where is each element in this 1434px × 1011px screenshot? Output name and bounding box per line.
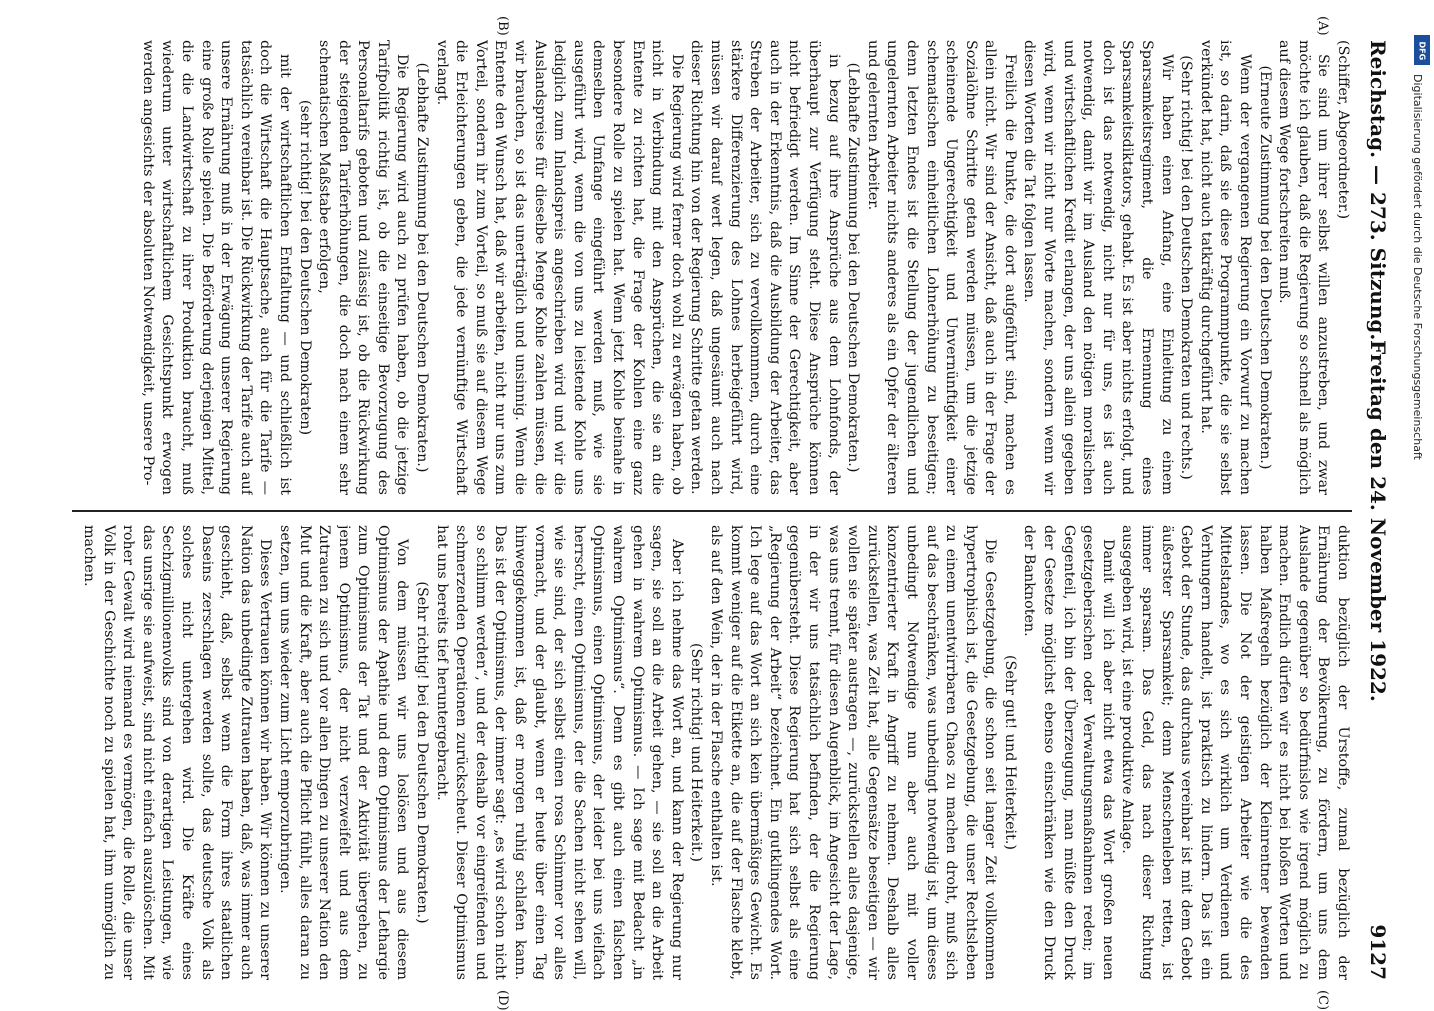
reaction-note: (Sehr richtig! bei den Deutschen Demokraten und rechts.): [1178, 55, 1195, 480]
paragraph: Wir haben einen Anfang, eine Einleitung zu einem Sparsamkeitsregiment, die Ernennung eines Sparsamkeitsdiktators, gehabt. Es ist aber nichts erfolgt, und doch ist das notwendig, nicht nur für uns, es ist auch notwendig, damit wir im Ausland den nötigen moralischen und wirtschaftlichen Kredit erlangen, der uns allein gegeben wird, wenn wir nicht nur Worte machen, sondern wenn wir diesen Worten die Tat folgen lassen.: [1021, 40, 1175, 495]
dfg-logo: DFG: [1414, 35, 1430, 65]
margin-letter-b: (B): [495, 16, 510, 36]
column-divider: [72, 510, 1352, 512]
page-header: [1360, 40, 1390, 980]
page-number: 9127: [1366, 924, 1390, 980]
paragraph: (Schiffer, Abgeordneter.): [1335, 40, 1351, 220]
paragraph: Aber ich nehme das Wort an, und kann der Regierung nur sagen, sie soll an die Arbeit gehen, — sie soll an die Arbeit gehen in wahrem Optimismus. — Ich sage mit Bedacht „in wahrem Optimismus“. Denn es gibt auch einen falschen Optimismus, einen Optimismus, der leider bei uns vielfach herrscht, einen Optimismus, der die Sachen nicht sehen will, wie sie sind, der sich selbst einen rosa Schimmer vor alles vormacht, und der glaubt, wenn er heute über einen Tag hinweggekommen ist, daß er morgen ruhig schlafen kann. Das ist der Optimismus, der immer sagt: „es wird schon nicht so schlimm werden“, und der deshalb vor eingreifenden und schmerzenden Operationen zurückscheut. Dieser Optimismus hat uns bereits tief heruntergebracht.: [433, 525, 685, 980]
margin-letter-a: (A): [1315, 16, 1330, 36]
reaction-note: (sehr richtig! bei den Deutschen Demokraten): [296, 99, 313, 436]
reaction-note: (Lebhafte Zustimmung bei den Deutschen Demokraten.): [845, 62, 862, 473]
reaction-note: (Sehr gut! und Heiterkeit.): [1001, 654, 1018, 851]
paragraph: Wenn der vergangenen Regierung ein Vorwurf zu machen ist, so darin, daß sie diese Programmpunkte, die sie selbst verkündet hat, nicht auch tatkräftig durchgeführt hat.: [1197, 40, 1254, 495]
header-left: Reichstag. — 273. Sitzung.: [1366, 40, 1390, 341]
header-date: Freitag den 24. November 1922.: [1366, 340, 1390, 702]
paragraph: Damit will ich aber nicht etwa das Wort großen neuen gesetzgeberischen oder Verwaltungsmaßnahmen reden; im Gegenteil, ich bin der Überzeugung, man müßte den Druck der Gesetze möglichst ebenso einschränken wie den Druck der Banknoten.: [1021, 525, 1116, 980]
left-column: [62, 40, 1352, 495]
paragraph: Die Gesetzgebung, die schon seit langer Zeit vollkommen hypertrophisch ist, die Gesetzgebung, die unser Rechtsleben zu einem unentwirrbaren Chaos zu machen droht, muß sich auf das beschränken, was unbedingt notwendig ist, um dieses unbedingt Notwendige nun aber auch mit voller konzentrierter Kraft in Angriff zu nehmen. Deshalb alles zurückstellen, was Zeit hat, alle Gegensätze beseitigen — wir wollen sie später austragen —, zurückstellen alles dasjenige, was uns trennt, für diesen Augenblick, im Angesicht der Lage, in der wir uns tatsächlich befinden, der die Regierung gegenübersteht. Diese Regierung hat sich selbst als eine „Regierung der Arbeit“ bezeichnet. Ein gutklingendes Wort. Ich lege auf das Wort an sich kein übermäßiges Gewicht. Es kommt weniger auf die Etikette an, die auf der Flasche klebt, als auf den Wein, der in der Flasche enthalten ist.: [708, 525, 999, 980]
reaction-note: (Sehr richtig! und Heiterkeit.): [688, 642, 705, 863]
paragraph: in bezug auf ihre Ansprüche aus dem Lohnfonds, der überhaupt zur Verfügung steht. Diese Ansprüche können nicht befriedigt werden. Im Sinne der Gerechtigkeit, aber auch in der Erkenntnis, daß die Ausbildung der Arbeiter, das Streben der Arbeiter, sich zu vervollkommnen, durch eine stärkere Differenzierung des Lohnes herbeigeführt wird, müssen wir darauf wert legen, daß ungesäumt auch nach dieser Richtung hin von der Regierung Schritte getan werden.: [688, 40, 842, 495]
reaction-note: (Sehr richtig! bei den Deutschen Demokraten.): [414, 581, 431, 924]
paragraph: duktion bezüglich der Urstoffe, zumal bezüglich der Ernährung der Bevölkerung, zu fördern, um uns dem Auslande gegenüber so bedürfnislos wie irgend möglich zu machen. Endlich dürfen wir es nicht bei bloßen Worten und halben Maßregeln bezüglich der Kleinrentner bewenden lassen. Die Not der geistigen Arbeiter wie die des Mittelstandes, wo es sich wirklich um Verdienen und Verhungern handelt, ist praktisch zu lindern. Das ist ein Gebot der Stunde, das durchaus vereinbar ist mit dem Gebot äußerster Sparsamkeit; denn Menschenleben retten, ist immer sparsam. Das Geld, das nach dieser Richtung ausgegeben wird, ist eine produktive Anlage.: [1119, 525, 1351, 980]
paragraph: Von dem müssen wir uns loslösen und aus diesem Optimismus der Apathie und dem Optimismus der Lethargie zum Optimismus der Tat und der Aktivität übergehen, zu jenem Optimismus, der nicht verzweifelt und aus dem Zutrauen zu sich und vor allen Dingen zu unserer Nation den Mut und die Kraft, aber auch die Pflicht fühlt, alles daran zu setzen, um uns wieder zum Licht emporzubringen.: [276, 525, 411, 980]
digitization-credit: [1410, 30, 1434, 990]
reaction-note: (Erneute Zustimmung bei den Deutschen Demokraten.): [1256, 65, 1273, 470]
rotated-page: [50, 16, 1390, 1011]
margin-letter-d: (D): [495, 990, 510, 1011]
paragraph: mit der wirtschaftlichen Entfaltung — und schließlich ist doch die Wirtschaft die Hauptsache, auch für die Tarife — tatsächlich vereinbar ist. Die Rückwirkung der Tarife auch auf unsere Ernährung muß in der Erwägung unserer Regierung eine große Rolle spielen. Die Beförderung derjenigen Mittel, die die Landwirtschaft zu ihrer Produktion braucht, muß wiederum unter wirtschaftlichem Gesichtspunkt erwogen werden angesichts der absoluten Notwendigkeit, unsere Pro-: [139, 40, 293, 495]
right-column: [62, 525, 1352, 980]
reaction-note: (Lebhafte Zustimmung bei den Deutschen Demokraten.): [414, 62, 431, 473]
margin-letter-c: (C): [1315, 990, 1330, 1011]
paragraph: Sie sind um ihrer selbst willen anzustreben, und zwar möchte ich glauben, daß die Regierung so schnell als möglich auf diesem Wege fortschreiten muß.: [1276, 40, 1332, 495]
paragraph: Dieses Vertrauen können wir haben. Wir können zu unserer Nation das unbedingte Zutrauen haben, daß, was immer auch geschieht, daß, selbst wenn die Form ihres staatlichen Daseins zerschlagen werden sollte, das deutsche Volk als solches nicht untergehen wird. Die Kräfte eines Sechzigmillionenvolks sind von derartigen Leistungen, wie das unsrige sie aufweist, sind nicht einfach auszulöschen. Mit roher Gewalt wird niemand es vermögen, die Rolle, die unser Volk in der Geschichte noch zu spielen hat, ihm unmöglich zu machen.: [81, 525, 274, 980]
paragraph: Die Regierung wird ferner doch wohl zu erwägen haben, ob nicht in Verbindung mit den Ansprüchen, die sie an die Entente zu richten hat, die Frage der Kohlen eine ganz besondere Rolle zu spielen hat. Wenn jetzt Kohle beinahe in demselben Umfange eingeführt werden muß, wie sie ausgeführt wird, wenn die von uns zu leistende Kohle uns lediglich zum Inlandspreis angeschrieben wird und wir die Auslandspreise für dieselbe Menge Kohle zahlen müssen, die wir brauchen, so ist das unerträglich und unsinnig. Wenn die Entente den Wunsch hat, daß wir arbeiten, nicht nur uns zum Vorteil, sondern ihr zum Vorteil, so muß sie auf diesem Wege die Erleichterungen geben, die jede vernünftige Wirtschaft verlangt.: [433, 40, 685, 495]
paragraph: Die Regierung wird auch zu prüfen haben, ob die jetzige Tarifpolitik richtig ist, ob die einseitige Bevorzugung des Personaltarifs geboten und zulässig ist, ob die Rückwirkung der steigenden Tariferhöhungen, die doch nach einem sehr schematischen Maßstabe erfolgen,: [316, 40, 411, 495]
paragraph: Freilich die Punkte, die dort aufgeführt sind, machen es allein nicht. Wir sind der Ansicht, daß auch in der Frage der Sozialöhne Schritte getan werden müssen, um die jetzige scheinende Ungerechtigkeit und Unvernünftigkeit einer schematischen einheitlichen Lohnerhöhung zu beseitigen; denn letzten Endes ist die Stellung der jugendlichen und ungelernten Arbeiter nichts anderes als ein Opfer der älteren und gelernten Arbeiter.: [864, 40, 1018, 495]
credit-text: Digitalisierung gefördert durch die Deutsche Forschungsgemeinschaft: [1411, 74, 1424, 460]
